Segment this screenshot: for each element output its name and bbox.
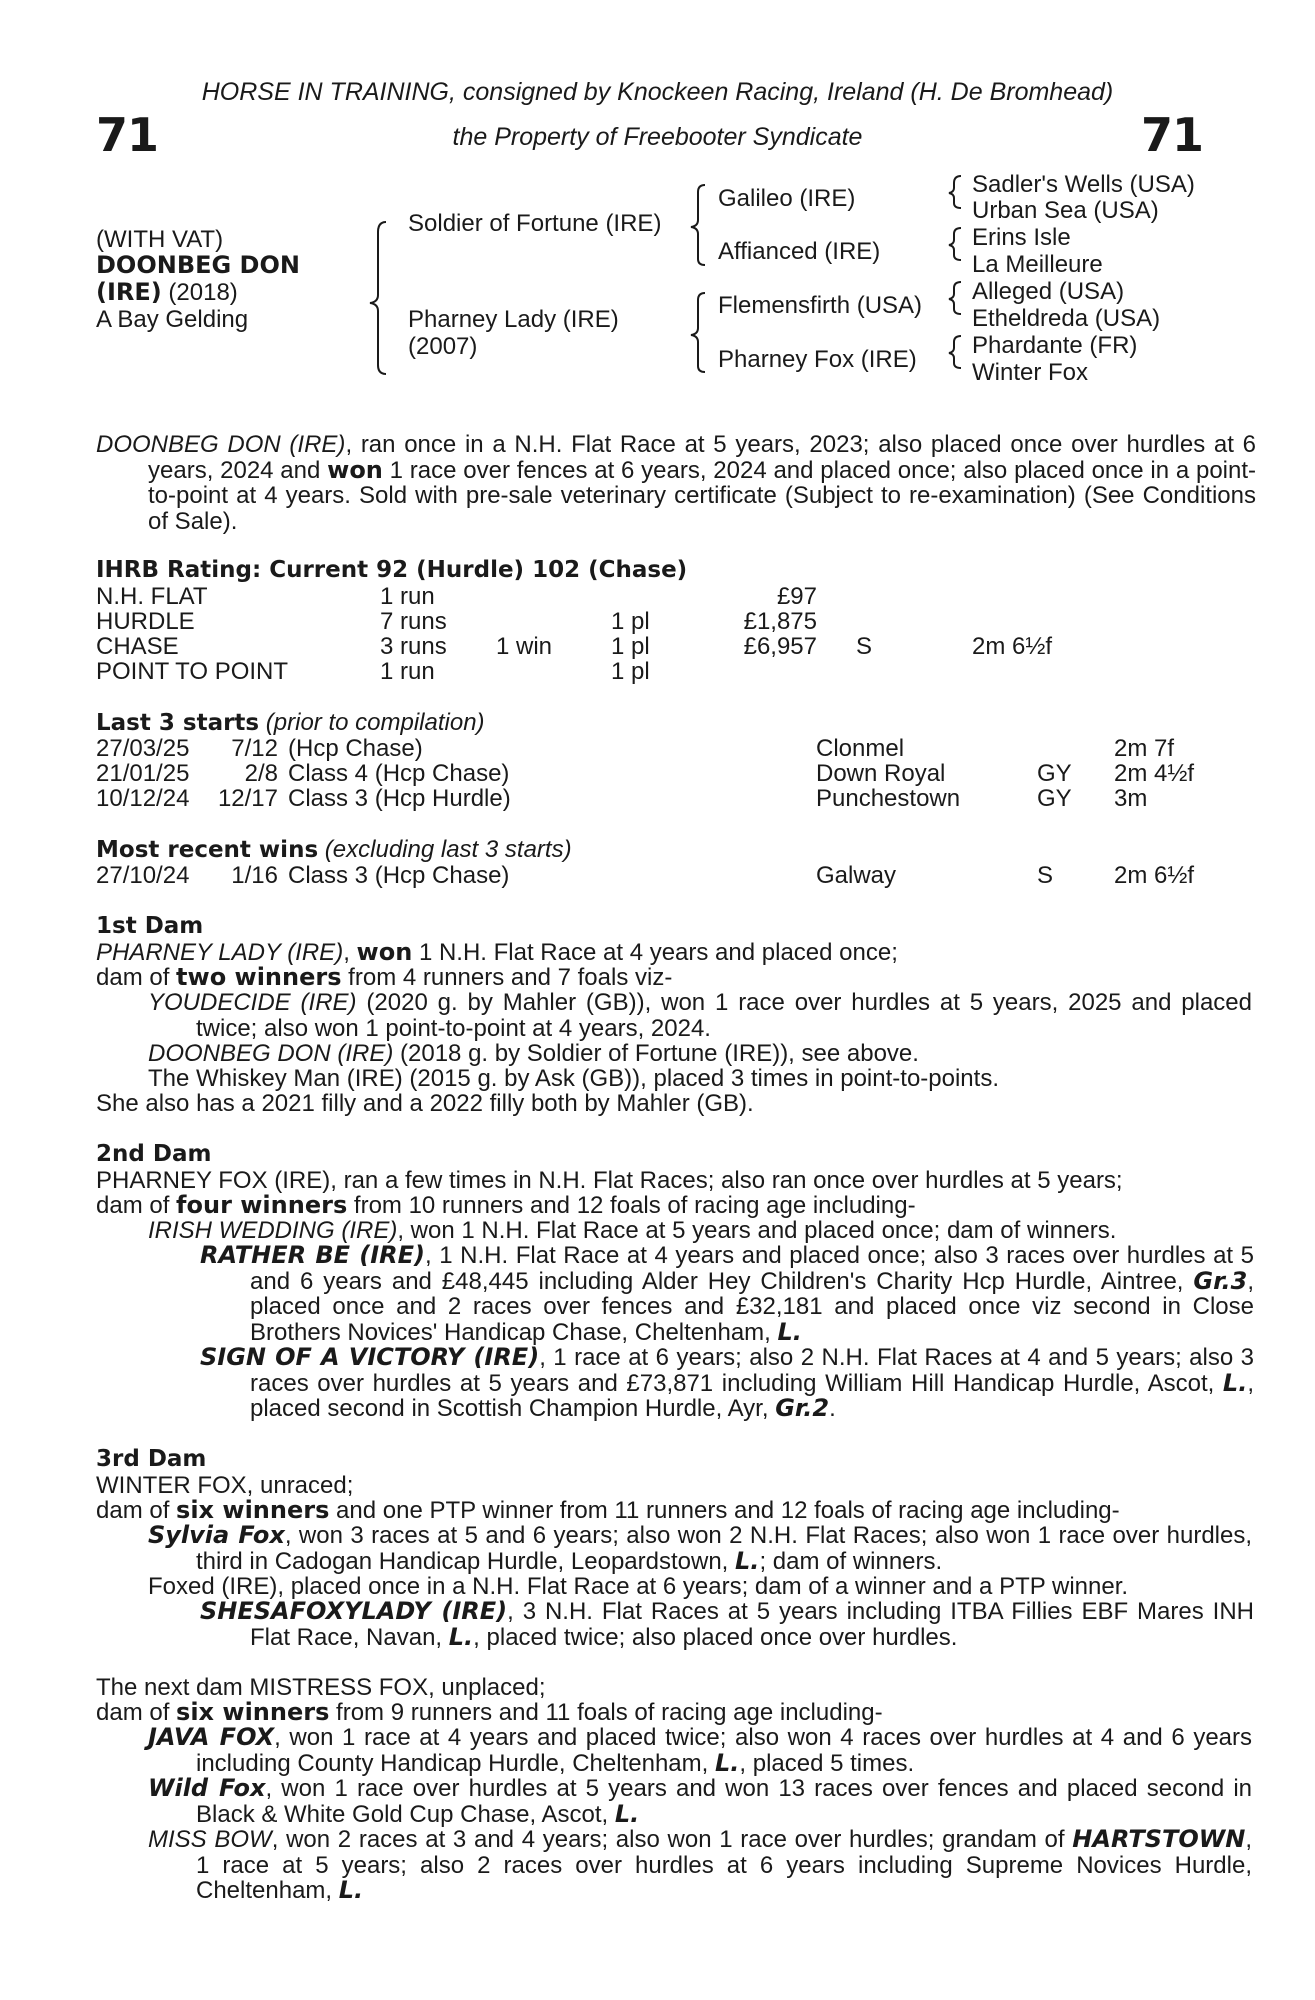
produce-entry (148, 1041, 1256, 1067)
rating-placed: 1 pl (611, 633, 650, 660)
produce-record-end: ; dam of winners. (759, 1547, 943, 1575)
next-dam-line: The next dam MISTRESS FOX, unplaced; (96, 1674, 546, 1701)
race-summary (96, 432, 1256, 534)
grade-label: Gr.2 (775, 1394, 830, 1422)
produce-record: , 3 N.H. Flat Races at 5 years including ITBA Fillies EBF Mares INH Flat Race, Navan, (250, 1598, 1254, 1651)
grandchild-name: HARTSTOWN (1072, 1825, 1246, 1853)
pedigree-dsd: Etheldreda (USA) (972, 305, 1161, 332)
listed-label: L. (777, 1317, 802, 1346)
rating-type: HURDLE (96, 608, 195, 635)
produce-entry-second-gen (200, 1599, 1254, 1650)
listed-label: L. (614, 1799, 640, 1828)
rating-runs: 3 runs (380, 633, 447, 660)
pedigree-ssd: Urban Sea (USA) (972, 197, 1159, 224)
summary-won: won (327, 455, 383, 484)
horse-year: (2018) (161, 279, 238, 306)
pedigree-ddd: Winter Fox (972, 359, 1089, 386)
win-course: Galway (816, 862, 897, 889)
rating-type: POINT TO POINT (96, 658, 289, 685)
start-distance: 2m 7f (1114, 735, 1175, 762)
horse-description: A Bay Gelding (96, 306, 249, 333)
rating-prize: £97 (776, 583, 817, 610)
produce-record: , 1 N.H. Flat Race at 4 years and placed once; also 3 races over hurdles at 5 and 6 years and £48,445 including Alder Hey Children's Charity Hcp Hurdle, Aintree, (250, 1242, 1255, 1295)
start-distance: 2m 4½f (1114, 760, 1195, 787)
rating-wins: 1 win (496, 633, 553, 660)
produce-record-end: , placed 5 times. (739, 1749, 915, 1777)
rating-runs: 7 runs (380, 608, 447, 635)
rating-runs: 1 run (380, 583, 435, 610)
start-going: GY (1037, 785, 1072, 812)
produce-name: RATHER BE (IRE) (200, 1241, 426, 1269)
first-dam-produce-line (96, 965, 1204, 991)
pedigree-sire: Soldier of Fortune (IRE) (408, 210, 662, 237)
recent-wins-title: Most recent wins (96, 837, 319, 863)
pedigree-dss: Alleged (USA) (972, 278, 1125, 305)
rating-going: S (856, 633, 873, 660)
grade-label: Gr.3 (1193, 1266, 1248, 1295)
start-position: 2/8 (244, 760, 278, 787)
third-dam-heading: 3rd Dam (96, 1446, 207, 1472)
produce-record: , won 1 race over hurdles at 5 years and won 13 races over fences and placed second in Black & White Gold Cup Chase, Ascot, (196, 1775, 1252, 1828)
rating-type: CHASE (96, 633, 179, 660)
listed-label: L. (735, 1546, 760, 1575)
produce-name: Sylvia Fox (148, 1521, 285, 1549)
next-dam-produce-line (96, 1700, 1204, 1726)
second-dam-heading: 2nd Dam (96, 1141, 212, 1167)
rating-type: N.H. FLAT (96, 583, 208, 610)
produce-name: IRISH WEDDING (IRE) (148, 1217, 398, 1244)
third-dam-winners: six winners (176, 1496, 330, 1524)
produce-entry (148, 1776, 1252, 1827)
produce-record-end: , placed twice; also placed once over hurdles. (473, 1623, 958, 1651)
produce-record-cont: , placed once and 2 races over fences and £32,181 and placed once viz second in Close Brothers Novices' Handicap Chase, Cheltenham, (250, 1267, 1254, 1346)
rating-placed: 1 pl (611, 608, 650, 635)
produce-name: YOUDECIDE (IRE) (148, 989, 357, 1016)
rating-distance: 2m 6½f (972, 633, 1053, 660)
produce-record-cont: , placed second in Scottish Champion Hurdle, Ayr, (250, 1369, 1254, 1422)
second-dam-line: PHARNEY FOX (IRE), ran a few times in N.H. Flat Races; also ran once over hurdles at 5 years; (96, 1167, 1123, 1194)
first-dam-record: 1 N.H. Flat Race at 4 years and placed once; (412, 939, 898, 966)
second-dam-produce-prefix: dam of (96, 1192, 177, 1219)
start-position: 12/17 (217, 785, 278, 812)
second-dam-produce-text: from 10 runners and 12 foals of racing age including- (347, 1192, 916, 1219)
win-date: 27/10/24 (96, 862, 190, 889)
produce-record: , 1 race at 6 years; also 2 N.H. Flat Races at 4 and 5 years; also 3 races over hurdles at 5 years and £73,871 including William Hill Handicap Hurdle, Ascot, (250, 1344, 1255, 1397)
third-dam-produce-prefix: dam of (96, 1497, 177, 1524)
win-race: Class 3 (Hcp Chase) (288, 862, 510, 889)
lot-number-left: 71 (96, 108, 159, 162)
third-dam-line: WINTER FOX, unraced; (96, 1472, 354, 1499)
first-dam-name: PHARNEY LADY (IRE) (96, 939, 344, 966)
pedigree-sire-sire: Galileo (IRE) (718, 185, 856, 212)
second-dam-produce-line (96, 1193, 1204, 1219)
listed-label: L. (338, 1876, 364, 1904)
pedigree-dam-dam: Pharney Fox (IRE) (718, 346, 917, 373)
summary-text-1: , ran once in a N.H. Flat Race at 5 years, 2023; also placed once over hurdles at 6 years, 2024 and (148, 431, 1257, 484)
start-date: 21/01/25 (96, 760, 190, 787)
pedigree-sds: Erins Isle (972, 224, 1071, 251)
summary-text-2: 1 race over fences at 6 years, 2024 and placed once; also placed once in a point-to-point at 4 years. Sold with pre-sale veterinary certificate (Subject to re-examination) (See Conditions of Sale). (148, 456, 1257, 535)
produce-record: , won 2 races at 3 and 4 years; also won 1 race over hurdles; grandam of (271, 1826, 1073, 1853)
last3-title: Last 3 starts (96, 710, 260, 736)
vat-label: (WITH VAT) (96, 226, 224, 253)
next-dam-produce-text: from 9 runners and 11 foals of racing age including- (329, 1699, 883, 1726)
rating-prize: £1,875 (743, 608, 817, 635)
start-race: (Hcp Chase) (288, 735, 423, 762)
next-dam-produce-prefix: dam of (96, 1699, 177, 1726)
produce-entry: The Whiskey Man (IRE) (2015 g. by Ask (GB)), placed 3 times in point-to-points. (148, 1065, 999, 1092)
last3-subtitle: (prior to compilation) (259, 709, 485, 736)
rating-prize: £6,957 (743, 633, 817, 660)
produce-entry (148, 1218, 1256, 1244)
horse-name: DOONBEG DON (96, 251, 300, 279)
rating-placed: 1 pl (611, 658, 650, 685)
produce-name: DOONBEG DON (IRE) (148, 1040, 394, 1067)
produce-entry (148, 1523, 1252, 1574)
first-dam-comma: , (343, 939, 357, 966)
pedigree-sdd: La Meilleure (972, 251, 1103, 278)
pedigree-dds: Phardante (FR) (972, 332, 1138, 359)
produce-entry-second-gen (200, 1243, 1254, 1345)
produce-entry (148, 990, 1252, 1041)
second-dam-winners: four winners (176, 1191, 348, 1219)
start-going: GY (1037, 760, 1072, 787)
listed-label: L. (1222, 1368, 1248, 1397)
produce-name: Wild Fox (148, 1774, 266, 1802)
pedigree-dam-sire: Flemensfirth (USA) (718, 292, 923, 319)
start-date: 27/03/25 (96, 735, 190, 762)
start-race: Class 3 (Hcp Hurdle) (288, 785, 511, 812)
win-position: 1/16 (231, 862, 278, 889)
lot-number-right: 71 (1140, 108, 1203, 162)
pedigree-sss: Sadler's Wells (USA) (972, 171, 1195, 198)
pedigree-dam-year: (2007) (408, 333, 478, 360)
property-line: the Property of Freebooter Syndicate (452, 123, 863, 151)
produce-name: JAVA FOX (148, 1723, 275, 1751)
win-going: S (1037, 862, 1054, 889)
summary-horse-name: DOONBEG DON (IRE) (96, 431, 346, 458)
listed-label: L. (714, 1748, 740, 1777)
recent-wins-subtitle: (excluding last 3 starts) (318, 836, 572, 863)
first-dam-winners: two winners (176, 963, 342, 991)
produce-entry (148, 1725, 1252, 1776)
produce-entry (148, 1827, 1252, 1904)
third-dam-produce-text: and one PTP winner from 11 runners and 12 foals of racing age including- (329, 1497, 1120, 1524)
rating-heading: IHRB Rating: Current 92 (Hurdle) 102 (Chase) (96, 557, 688, 583)
produce-name: MISS BOW (148, 1826, 272, 1853)
start-date: 10/12/24 (96, 785, 190, 812)
win-distance: 2m 6½f (1114, 862, 1195, 889)
start-distance: 3m (1114, 785, 1148, 812)
pedigree-dam: Pharney Lady (IRE) (408, 306, 619, 333)
start-course: Punchestown (816, 785, 961, 812)
last3-heading (96, 710, 485, 737)
recent-wins-heading (96, 837, 572, 864)
first-dam-won: won (356, 938, 413, 966)
first-dam-heading: 1st Dam (96, 913, 204, 939)
first-dam-produce-text: from 4 runners and 7 foals viz- (341, 964, 673, 991)
start-position: 7/12 (231, 735, 278, 762)
produce-name: SHESAFOXYLADY (IRE) (200, 1597, 508, 1625)
produce-entry-second-gen (200, 1345, 1254, 1422)
produce-record-cont: , 1 race at 5 years; also 2 races over hurdles at 6 years including Supreme Novices Hurdle, Cheltenham, (196, 1826, 1253, 1904)
produce-name: SIGN OF A VICTORY (IRE) (200, 1343, 540, 1371)
start-race: Class 4 (Hcp Chase) (288, 760, 510, 787)
start-course: Clonmel (816, 735, 905, 762)
produce-record: (2018 g. by Soldier of Fortune (IRE)), see above. (393, 1040, 919, 1067)
first-dam-line (96, 940, 1204, 966)
produce-record: , won 1 race at 4 years and placed twice; also won 4 races over hurdles at 4 and 6 years including County Handicap Hurdle, Cheltenham, (196, 1724, 1253, 1777)
next-dam-winners: six winners (176, 1698, 330, 1726)
produce-record: (2020 g. by Mahler (GB)), won 1 race over hurdles at 5 years, 2025 and placed twice; also won 1 point-to-point at 4 years, 2024. (196, 989, 1252, 1042)
produce-record-end: . (829, 1395, 836, 1422)
pedigree-sire-dam: Affianced (IRE) (718, 238, 881, 265)
horse-country: (IRE) (96, 278, 162, 306)
produce-record: , won 1 N.H. Flat Race at 5 years and placed once; dam of winners. (397, 1217, 1117, 1244)
produce-record: , won 3 races at 5 and 6 years; also won 2 N.H. Flat Races; also won 1 race over hurdles, third in Cadogan Handicap Hurdle, Leopardstown, (196, 1522, 1253, 1575)
third-dam-produce-line (96, 1498, 1204, 1524)
produce-entry: Foxed (IRE), placed once in a N.H. Flat Race at 6 years; dam of a winner and a PTP winner. (148, 1573, 1129, 1600)
listed-label: L. (448, 1622, 474, 1651)
rating-runs: 1 run (380, 658, 435, 685)
consignor-line: HORSE IN TRAINING, consigned by Knockeen Racing, Ireland (H. De Bromhead) (201, 78, 1114, 106)
first-dam-produce-prefix: dam of (96, 964, 177, 991)
start-course: Down Royal (816, 760, 946, 787)
first-dam-note: She also has a 2021 filly and a 2022 filly both by Mahler (GB). (96, 1090, 754, 1117)
